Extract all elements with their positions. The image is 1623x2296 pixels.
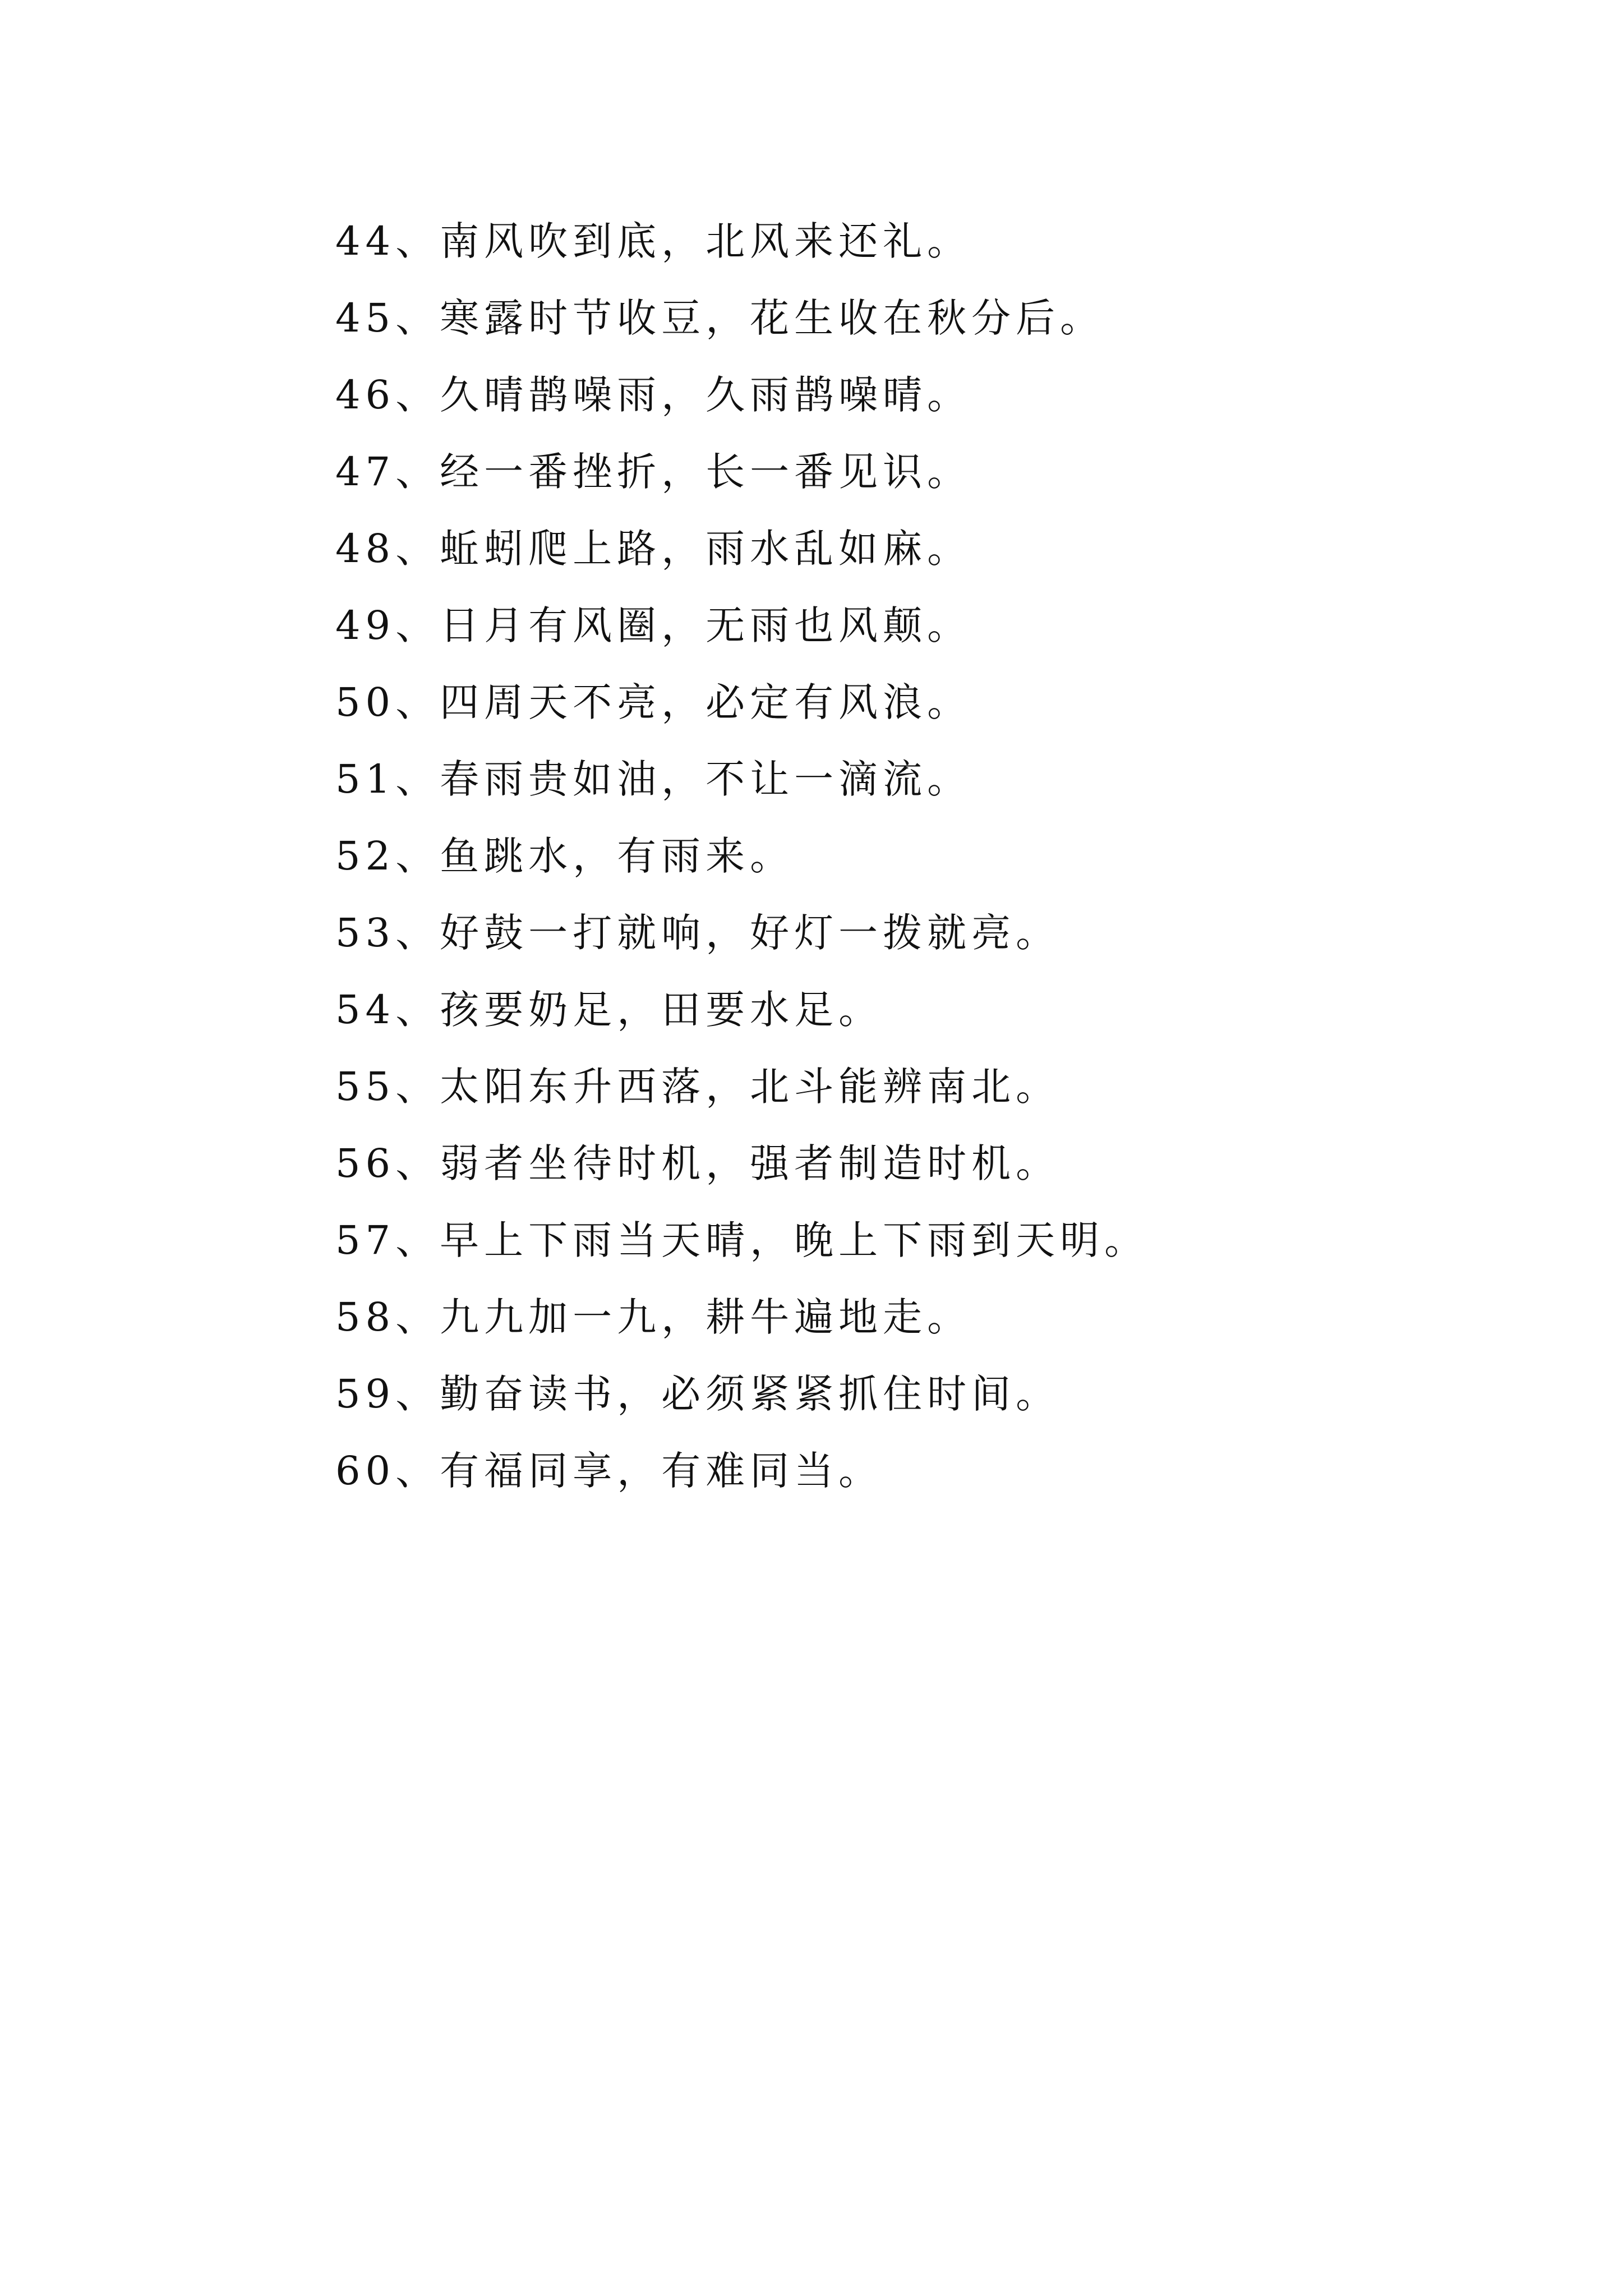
proverb-item: 57、早上下雨当天晴，晚上下雨到天明。 bbox=[335, 1217, 1149, 1263]
proverb-item: 51、春雨贵如油，不让一滴流。 bbox=[335, 756, 972, 802]
proverb-item: 60、有福同享，有难同当。 bbox=[335, 1448, 883, 1494]
proverb-item: 58、九九加一九，耕牛遍地走。 bbox=[335, 1294, 972, 1340]
proverb-item: 46、久晴鹊噪雨，久雨鹊噪晴。 bbox=[335, 372, 972, 418]
proverb-item: 47、经一番挫折，长一番见识。 bbox=[335, 449, 972, 495]
proverb-item: 48、蚯蚓爬上路，雨水乱如麻。 bbox=[335, 526, 972, 572]
proverb-list bbox=[335, 203, 1149, 1510]
proverb-item: 55、太阳东升西落，北斗能辨南北。 bbox=[335, 1064, 1061, 1110]
proverb-item: 52、鱼跳水，有雨来。 bbox=[335, 833, 795, 879]
proverb-item: 45、寒露时节收豆，花生收在秋分后。 bbox=[335, 295, 1105, 341]
proverb-item: 54、孩要奶足，田要水足。 bbox=[335, 987, 883, 1033]
proverb-item: 56、弱者坐待时机，强者制造时机。 bbox=[335, 1140, 1061, 1186]
proverb-item: 50、四周天不亮，必定有风浪。 bbox=[335, 679, 972, 725]
proverb-item: 49、日月有风圈，无雨也风颠。 bbox=[335, 602, 972, 648]
proverb-item: 59、勤奋读书，必须紧紧抓住时间。 bbox=[335, 1371, 1061, 1417]
proverb-item: 44、南风吹到底，北风来还礼。 bbox=[335, 218, 972, 264]
proverb-item: 53、好鼓一打就响，好灯一拨就亮。 bbox=[335, 910, 1061, 956]
